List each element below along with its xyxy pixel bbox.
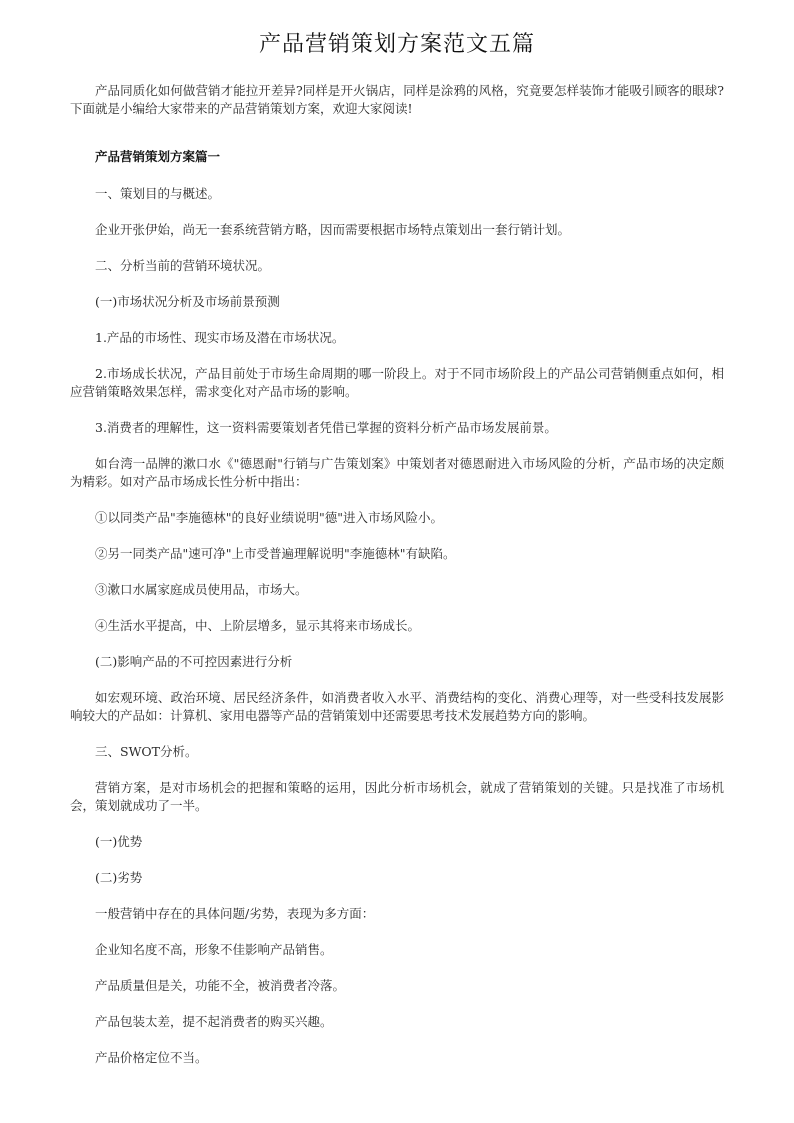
- paragraph: 1.产品的市场性、现实市场及潜在市场状况。: [95, 330, 345, 345]
- paragraph: ④生活水平提高，中、上阶层增多，显示其将来市场成长。: [95, 618, 421, 633]
- paragraph: 如宏观环境、政治环境、居民经济条件，如消费者收入水平、消费结构的变化、消费心理等，对一些受科技发展影响较大的产品如：计算机、家用电器等产品的营销策划中还需要思考技术发展趋势方向的影响。: [70, 690, 724, 723]
- paragraph: 3.消费者的理解性，这一资料需要策划者凭借已掌握的资料分析产品市场发展前景。: [95, 420, 557, 435]
- paragraph: 2.市场成长状况，产品目前处于市场生命周期的哪一阶段上。对于不同市场阶段上的产品公司营销侧重点如何，相应营销策略效果怎样，需求变化对产品市场的影响。: [70, 366, 724, 399]
- section-heading: 产品营销策划方案篇一: [95, 149, 221, 164]
- paragraph: ②另一同类产品"速可净"上市受普遍理解说明"李施德林"有缺陷。: [95, 546, 456, 561]
- paragraph: 企业开张伊始，尚无一套系统营销方略，因而需要根据市场特点策划出一套行销计划。: [95, 222, 571, 237]
- paragraph: 产品质量但是关，功能不全，被消费者冷落。: [95, 978, 346, 993]
- intro-paragraph: 产品同质化如何做营销才能拉开差异?同样是开火锅店，同样是涂鸦的风格，究竟要怎样装饰才能吸引顾客的眼球?下面就是小编给大家带来的产品营销策划方案，欢迎大家阅读!: [70, 83, 724, 116]
- paragraph: ①以同类产品"李施德林"的良好业绩说明"德"进入市场风险小。: [95, 510, 443, 525]
- paragraph: 营销方案，是对市场机会的把握和策略的运用，因此分析市场机会，就成了营销策划的关键。只是找准了市场机会，策划就成功了一半。: [70, 780, 724, 813]
- paragraph: (一)市场状况分析及市场前景预测: [95, 294, 280, 309]
- document-body: [70, 82, 724, 1067]
- paragraph: (一)优势: [95, 834, 143, 849]
- paragraph: 三、SWOT分析。: [95, 744, 198, 759]
- paragraph: 一、策划目的与概述。: [95, 186, 221, 201]
- document-title: 产品营销策划方案范文五篇: [258, 32, 535, 57]
- paragraph: 一般营销中存在的具体问题/劣势，表现为多方面：: [95, 906, 375, 921]
- paragraph: (二)劣势: [95, 870, 143, 885]
- paragraph: 二、分析当前的营销环境状况。: [95, 258, 271, 273]
- paragraph: ③漱口水属家庭成员使用品，市场大。: [95, 582, 308, 597]
- paragraph: 产品包装太差，提不起消费者的购买兴趣。: [95, 1014, 333, 1029]
- paragraph: 企业知名度不高，形象不佳影响产品销售。: [95, 942, 333, 957]
- paragraph: 产品价格定位不当。: [95, 1050, 208, 1065]
- paragraph: (二)影响产品的不可控因素进行分析: [95, 654, 293, 669]
- paragraph: 如台湾一品牌的漱口水《"德恩耐"行销与广告策划案》中策划者对德恩耐进入市场风险的分析，产品市场的决定颇为精彩。如对产品市场成长性分析中指出：: [70, 456, 724, 489]
